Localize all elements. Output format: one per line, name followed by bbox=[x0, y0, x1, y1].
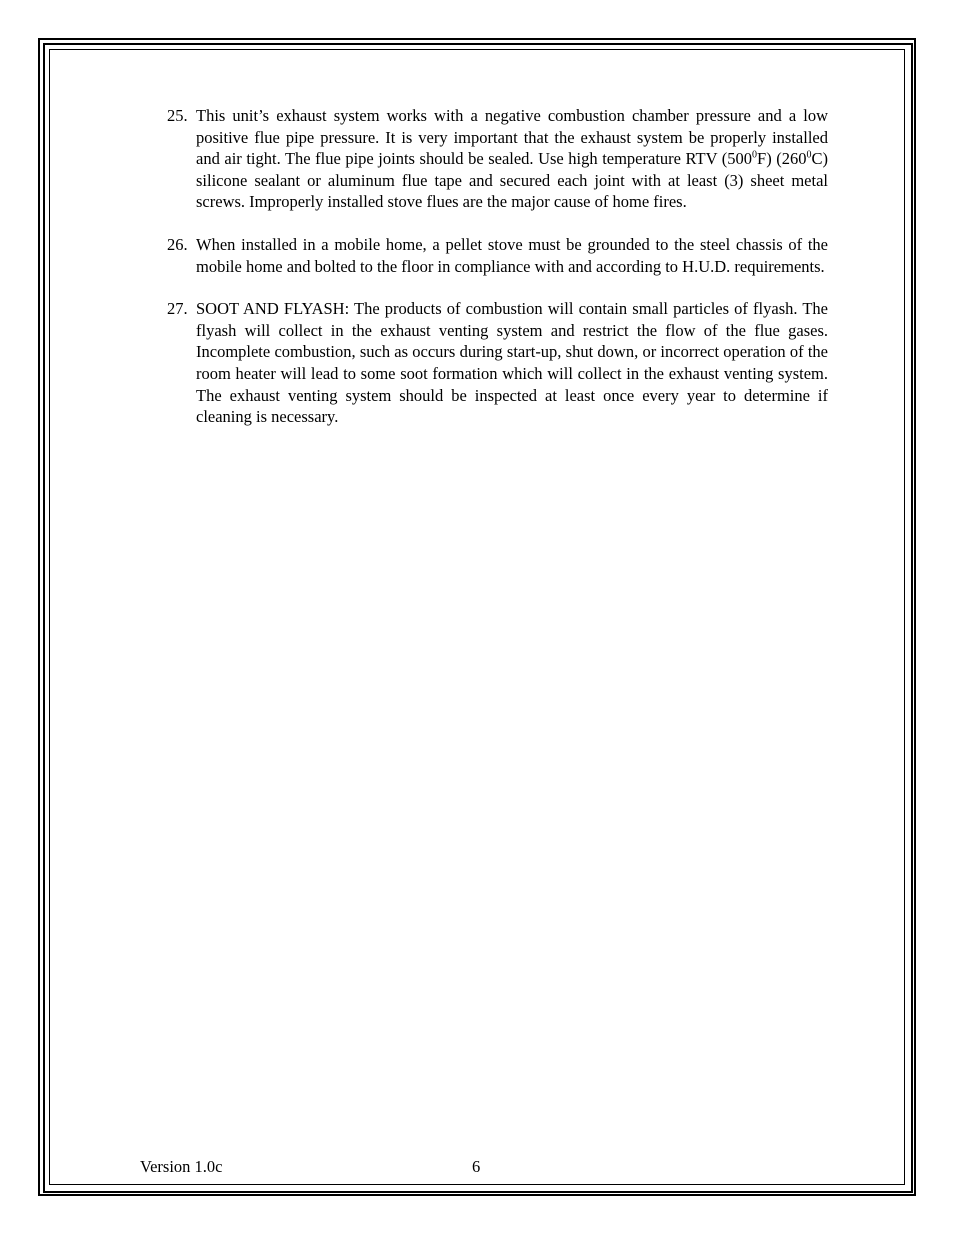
list-item-25 bbox=[167, 105, 828, 213]
document-body bbox=[167, 105, 828, 449]
list-item-number: 26. bbox=[167, 234, 188, 254]
footer-version: Version 1.0c bbox=[140, 1157, 223, 1176]
list-item-number: 27. bbox=[167, 299, 188, 319]
list-item-number: 25. bbox=[167, 106, 188, 125]
text-segment: This unit’s exhaust system works with a negative combustion chamber pressure and a low positive flue pipe pressure. It is very important that the exhaust system be properly installed and air tight. The flue pipe joints should be sealed. Use high temperature RTV (500 bbox=[196, 106, 828, 169]
list-item-text: SOOT AND FLYASH: The products of combustion will contain small particles of flyash. The flyash will collect in the exhaust venting system and restrict the flow of the flue gases. Incomplete combustion, such as occurs during start-up, shut down, or incorrect operation of the room heater will lead to some soot formation which will collect in the exhaust venting system. The exhaust venting system should be inspected at least once every year to determine if cleaning is necessary. bbox=[196, 299, 828, 427]
text-segment: C) silicone sealant or aluminum flue tape and secured each joint with at least (3) sheet metal screws. Improperly installed stove flues are the major cause of home fires. bbox=[196, 149, 828, 212]
superscript: 0 bbox=[806, 149, 812, 161]
text-segment: F) (260 bbox=[757, 149, 807, 169]
list-item-27 bbox=[167, 298, 828, 428]
list-item-text: When installed in a mobile home, a pellet stove must be grounded to the steel chassis of the mobile home and bolted to the floor in compliance with and according to H.U.D. requirements. bbox=[196, 234, 828, 276]
superscript: 0 bbox=[752, 149, 758, 161]
footer-page-number: 6 bbox=[472, 1157, 481, 1176]
list-item-26 bbox=[167, 234, 828, 277]
list-item-text bbox=[196, 105, 828, 213]
